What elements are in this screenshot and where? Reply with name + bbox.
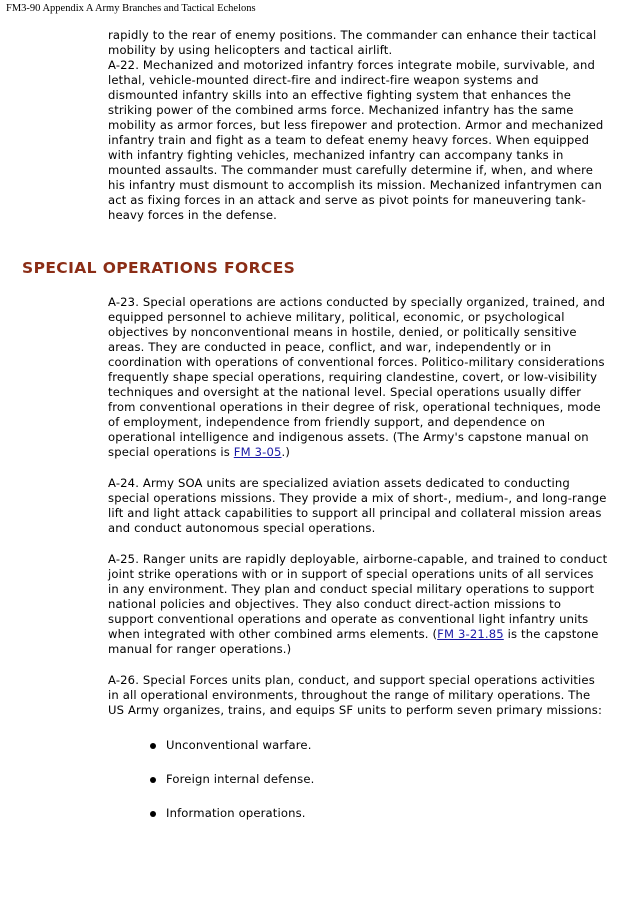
- paragraph-a24: A-24. Army SOA units are specialized aviation assets dedicated to conducting special operations missions. They provide a mix of short-, medium-, and long-range lift and light attack capabilities to support all principal and collateral mission areas and conduct autonomous special operations.: [108, 476, 607, 535]
- list-item: [108, 738, 608, 753]
- a23-text: A-23. Special operations are actions conducted by specially organized, trained, and equipped personnel to achieve military, political, economic, or psychological objectives by nonconventional means in hostile, denied, or politically sensitive areas. They are conducted in peace, conflict, and war, independently or in coordination with operations of conventional forces. Politico-military considerations frequently shape special operations, requiring clandestine, covert, or low-visibility techniques and oversight at the national level. Special operations usually differ from conventional operations in their degree of risk, operational techniques, mode of employment, independence from friendly support, and dependence on operational intelligence and indigenous assets. (The Army's capstone manual on special operations is: [108, 295, 606, 459]
- bullet-icon: [150, 811, 156, 817]
- paragraph-a23: [108, 295, 608, 460]
- list-item: [108, 806, 608, 821]
- paragraph-a26: A-26. Special Forces units plan, conduct, and support special operations activities in all operational environments, throughout the range of military operations. The US Army organizes, trains, and equips SF units to perform seven primary missions:: [108, 673, 603, 717]
- a25-text: A-25. Ranger units are rapidly deployable, airborne-capable, and trained to conduct joint strike operations with or in support of special operations units of all services in any environment. They plan and conduct special military operations to support national policies and objectives. They also conduct direct-action missions to support conventional operations and operate as conventional light infantry units when integrated with other combined arms elements. (: [108, 552, 608, 641]
- continued-paragraph: rapidly to the rear of enemy positions. The commander can enhance their tactical mobility by using helicopters and tactical airlift.: [108, 28, 597, 57]
- running-header: FM3-90 Appendix A Army Branches and Tactical Echelons: [6, 3, 256, 14]
- list-item-text: Foreign internal defense.: [166, 772, 315, 786]
- bullet-icon: [150, 777, 156, 783]
- mission-bullet-list: [108, 738, 608, 821]
- a23-end: .): [281, 445, 291, 459]
- a25-end: is the capstone manual for ranger operations.): [108, 627, 599, 656]
- paragraph-a25: [108, 552, 608, 657]
- fm-3-21-85-link[interactable]: FM 3-21.85: [437, 627, 504, 641]
- list-item-text: Information operations.: [166, 806, 306, 820]
- section-heading: SPECIAL OPERATIONS FORCES: [22, 259, 296, 277]
- list-item: [108, 772, 608, 787]
- document-body-top: [108, 28, 608, 223]
- bullet-icon: [150, 743, 156, 749]
- paragraph-a22: A-22. Mechanized and motorized infantry forces integrate mobile, survivable, and lethal, vehicle-mounted direct-fire and indirect-fire weapon systems and dismounted infantry skills into an effective fighting system that enhances the striking power of the combined arms force. Mechanized infantry has the same mobility as armor forces, but less firepower and protection. Armor and mechanized infantry train and fight as a team to defeat enemy heavy forces. When equipped with infantry fighting vehicles, mechanized infantry can accompany tanks in mounted assaults. The commander must carefully determine if, when, and where his infantry must dismount to accomplish its mission. Mechanized infantrymen can act as fixing forces in an attack and serve as pivot points for maneuvering tank-heavy forces in the defense.: [108, 58, 604, 222]
- list-item-text: Unconventional warfare.: [166, 738, 312, 752]
- fm-3-05-link[interactable]: FM 3-05: [233, 445, 282, 459]
- document-body-section: [108, 295, 608, 840]
